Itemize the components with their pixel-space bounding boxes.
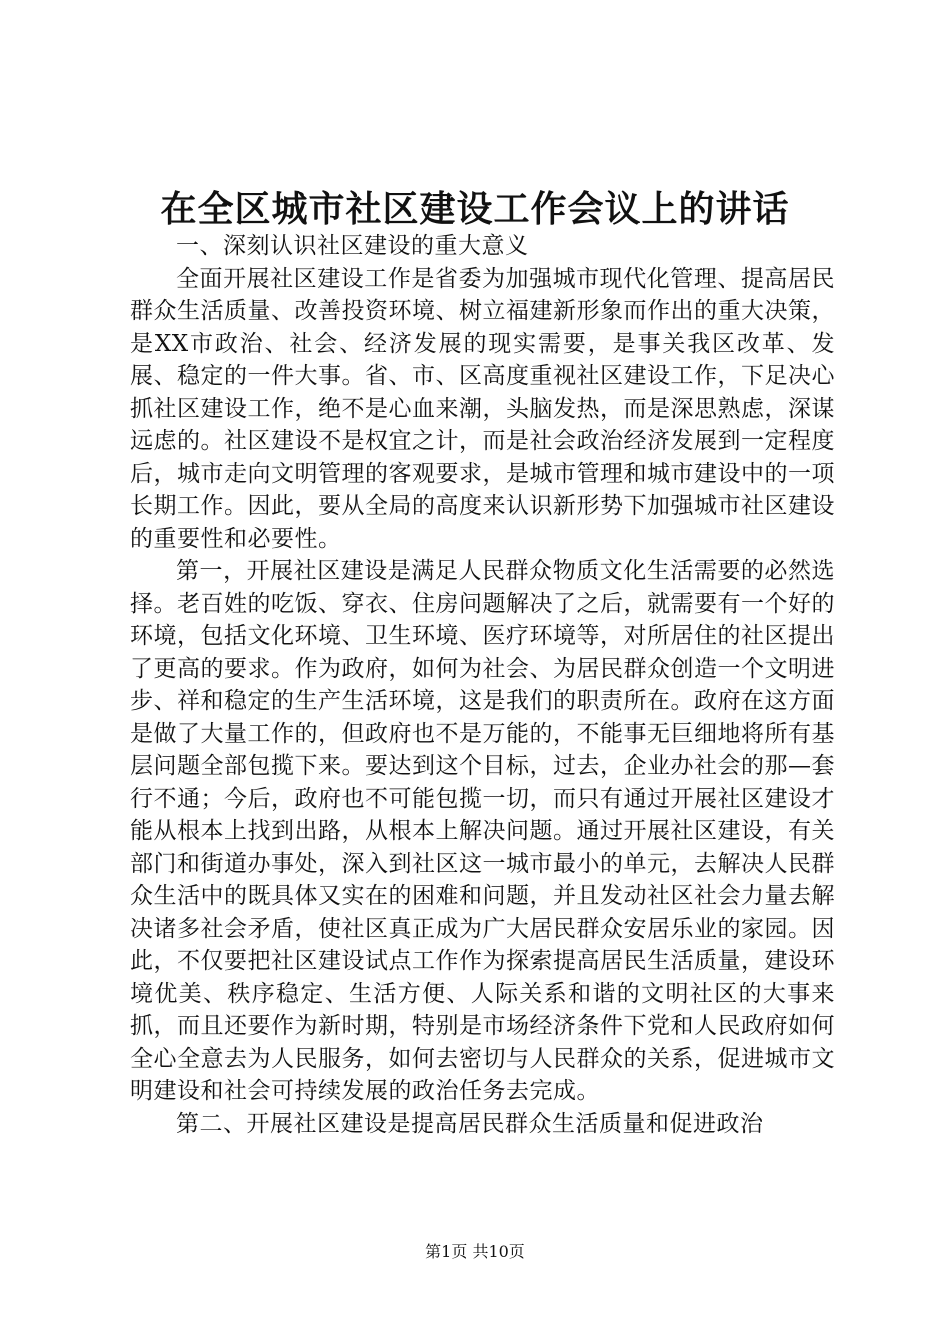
- paragraph-intro: 全面开展社区建设工作是省委为加强城市现代化管理、提高居民群众生活质量、改善投资环境、树立福建新形象而作出的重大决策，是XX市政治、社会、经济发展的现实需要，是事关我区改革、发展、稳定的一件大事。省、市、区高度重视社区建设工作，下足决心抓社区建设工作，绝不是心血来潮，头脑发热，而是深思熟虑，深谋远虑的。社区建设不是权宜之计，而是社会政治经济发展到一定程度后，城市走向文明管理的客观要求，是城市管理和城市建设中的一项长期工作。因此，要从全局的高度来认识新形势下加强城市社区建设的重要性和必要性。: [130, 265, 835, 552]
- paragraph-second-point: 第二、开展社区建设是提高居民群众生活质量和促进政治: [176, 1110, 764, 1137]
- page-footer: 第1页 共10页: [425, 1242, 525, 1261]
- document-body: [130, 230, 835, 1140]
- section-heading: 一、深刻认识社区建设的重大意义: [176, 233, 529, 259]
- document-title: 在全区城市社区建设工作会议上的讲话: [160, 188, 790, 230]
- paragraph-first-point: 第一，开展社区建设是满足人民群众物质文化生活需要的必然选择。老百姓的吃饭、穿衣、住房问题解决了之后，就需要有一个好的环境，包括文化环境、卫生环境、医疗环境等，对所居住的社区提出了更高的要求。作为政府，如何为社会、为居民群众创造一个文明进步、祥和稳定的生产生活环境，这是我们的职责所在。政府在这方面是做了大量工作的，但政府也不是万能的，不能事无巨细地将所有基层问题全部包揽下来。要达到这个目标，过去，企业办社会的那—套行不通；今后，政府也不可能包揽一切，而只有通过开展社区建设才能从根本上找到出路，从根本上解决问题。通过开展社区建设，有关部门和街道办事处，深入到社区这一城市最小的单元，去解决人民群众生活中的既具体又实在的困难和问题，并且发动社区社会力量去解决诸多社会矛盾，使社区真正成为广大居民群众安居乐业的家园。因此，不仅要把社区建设试点工作作为探索提高居民生活质量，建设环境优美、秩序稳定、生活方便、人际关系和谐的文明社区的大事来抓，而且还要作为新时期，特别是市场经济条件下党和人民政府如何全心全意去为人民服务，如何去密切与人民群众的关系，促进城市文明建设和社会可持续发展的政治任务去完成。: [130, 558, 835, 1104]
